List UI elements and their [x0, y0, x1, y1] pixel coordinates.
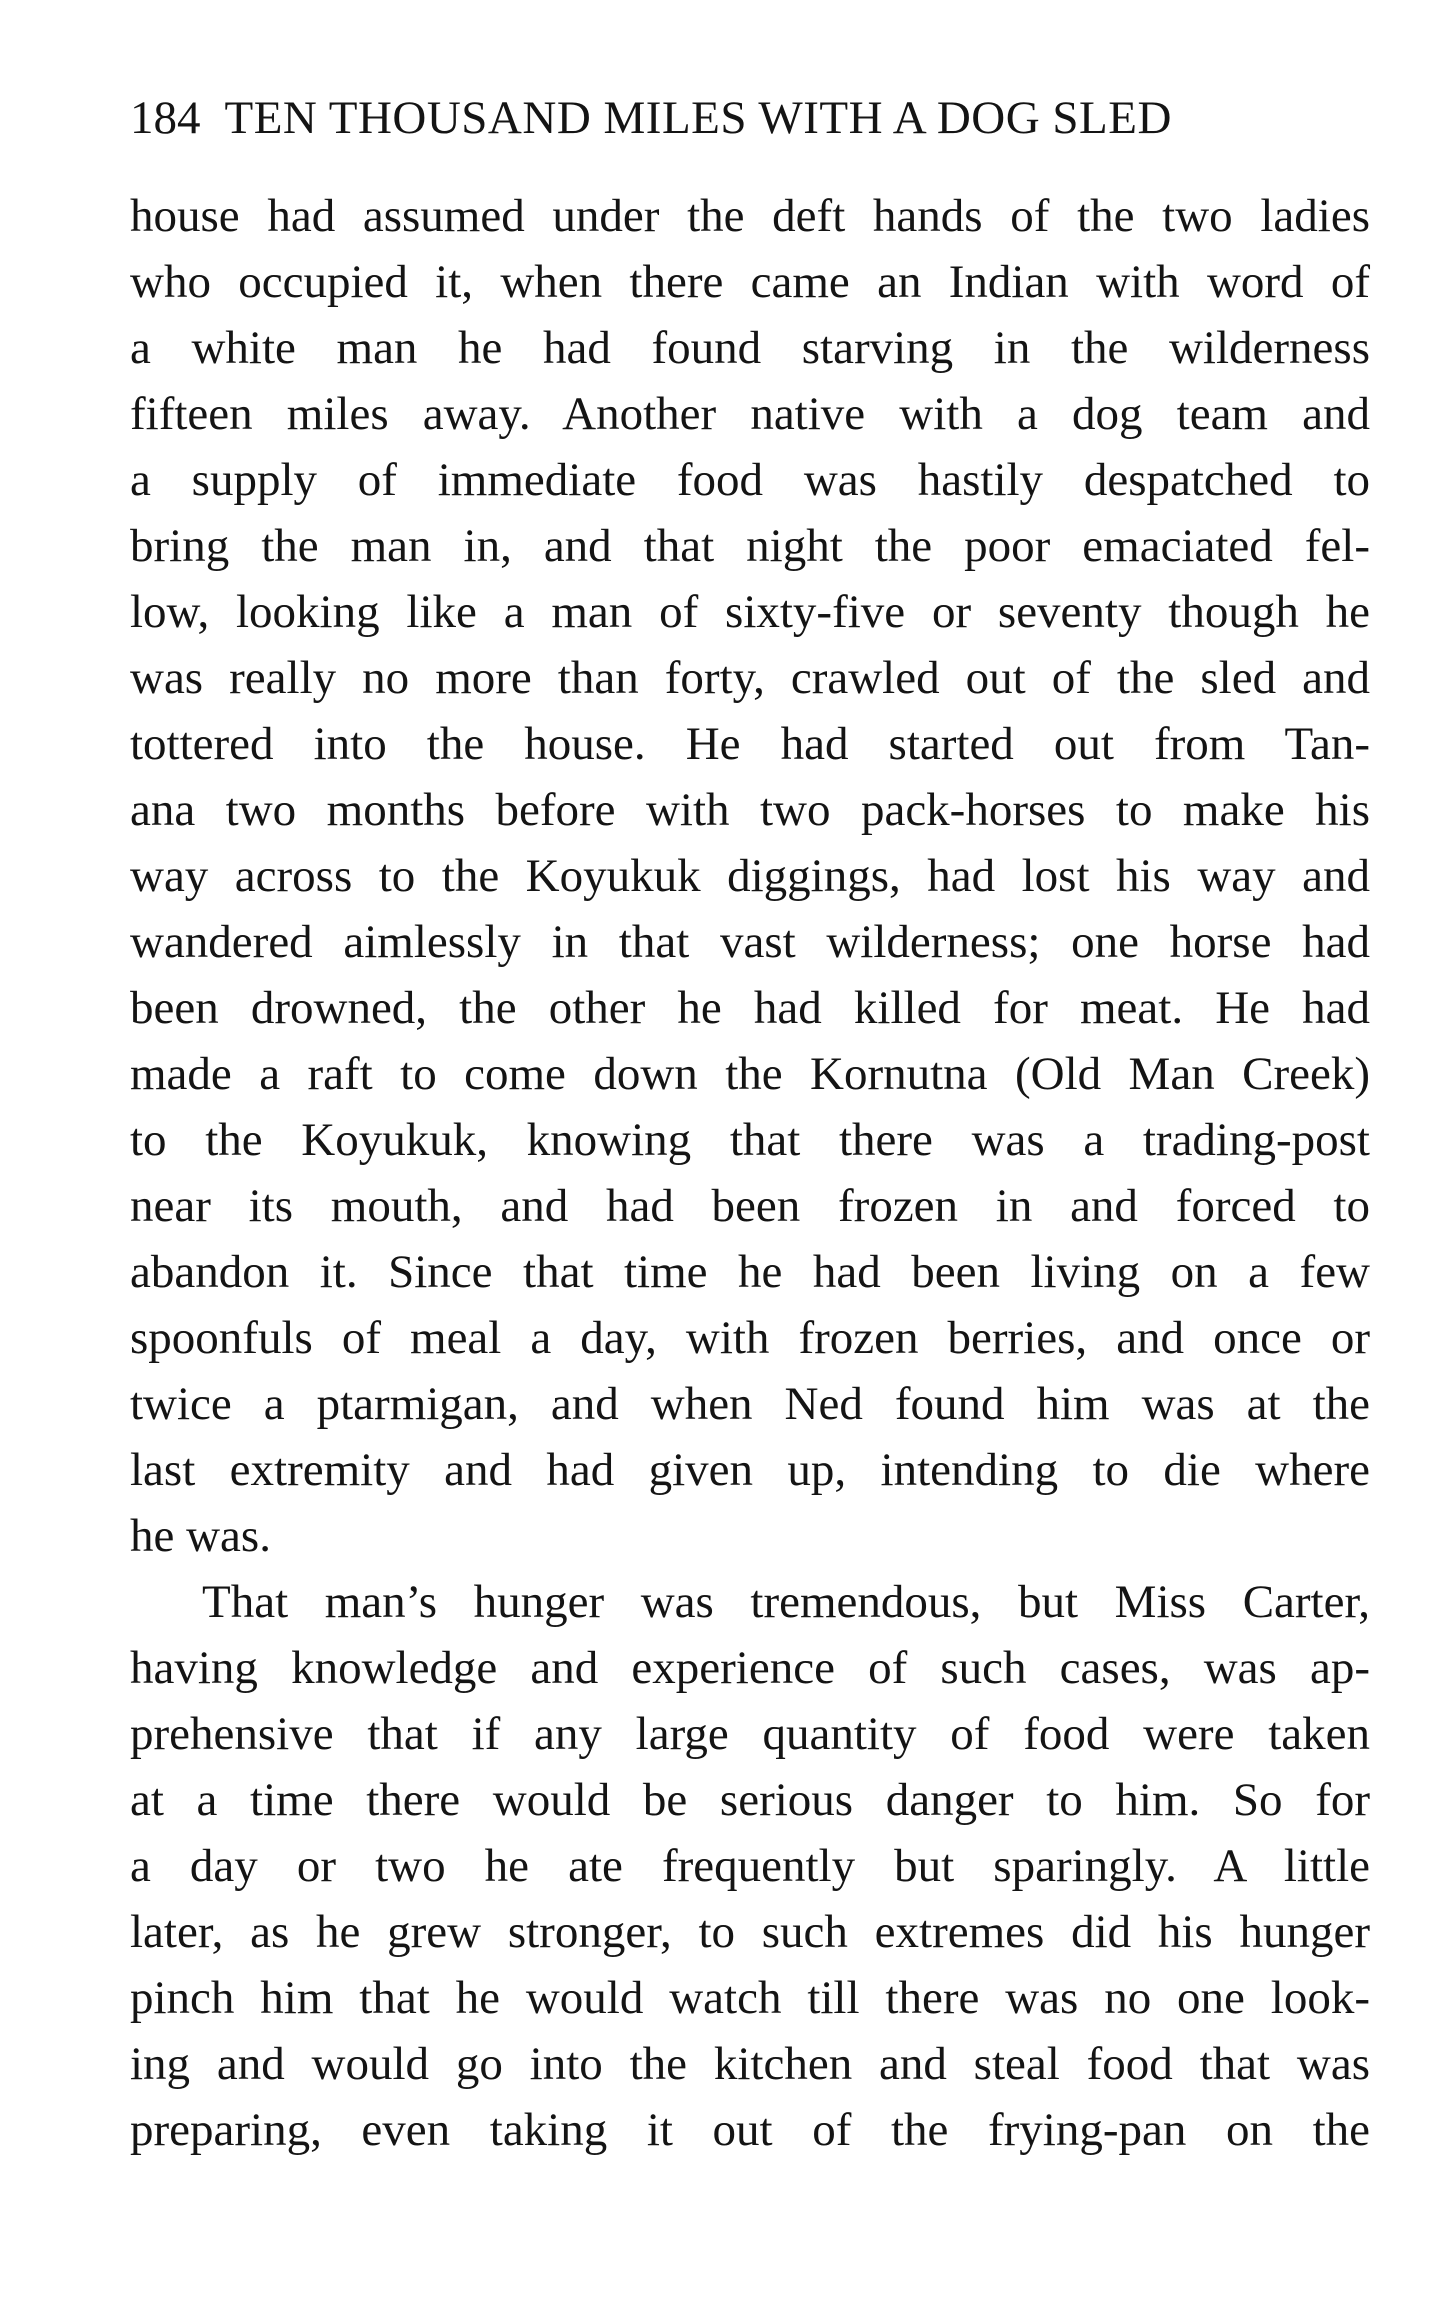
text-line: a white man he had found starving in the wilderness [130, 322, 1370, 374]
text-line: way across to the Koyukuk diggings, had lost his way and [130, 850, 1370, 902]
text-line: fifteen miles away. Another native with a dog team and [130, 388, 1370, 440]
text-line: pinch him that he would watch till there was no one look- [130, 1972, 1370, 2024]
text-line: later, as he grew stronger, to such extremes did his hunger [130, 1906, 1370, 1958]
text-line: he was. [130, 1510, 271, 1562]
text-line: last extremity and had given up, intending to die where [130, 1444, 1370, 1496]
text-line: preparing, even taking it out of the frying-pan on the [130, 2104, 1370, 2156]
text-line: who occupied it, when there came an Indian with word of [130, 256, 1370, 308]
text-line: spoonfuls of meal a day, with frozen berries, and once or [130, 1312, 1370, 1364]
text-line: was really no more than forty, crawled out of the sled and [130, 652, 1370, 704]
text-line: prehensive that if any large quantity of food were taken [130, 1708, 1370, 1760]
running-head [130, 88, 1370, 148]
text-line: been drowned, the other he had killed for meat. He had [130, 982, 1370, 1034]
text-line: abandon it. Since that time he had been living on a few [130, 1246, 1370, 1298]
text-line: at a time there would be serious danger to him. So for [130, 1774, 1370, 1826]
text-line: to the Koyukuk, knowing that there was a trading-post [130, 1114, 1370, 1166]
text-line: low, looking like a man of sixty-five or seventy though he [130, 586, 1370, 638]
text-line: made a raft to come down the Kornutna (Old Man Creek) [130, 1048, 1370, 1100]
text-line: ana two months before with two pack-horses to make his [130, 784, 1370, 836]
text-line: near its mouth, and had been frozen in and forced to [130, 1180, 1370, 1232]
text-line: twice a ptarmigan, and when Ned found him was at the [130, 1378, 1370, 1430]
text-line: bring the man in, and that night the poor emaciated fel- [130, 520, 1370, 572]
text-line: house had assumed under the deft hands of the two ladies [130, 190, 1370, 242]
paragraph-2 [130, 1569, 1370, 2163]
paragraph-1 [130, 183, 1370, 1569]
text-line: a day or two he ate frequently but sparingly. A little [130, 1840, 1370, 1892]
page-number: 184 [130, 92, 201, 144]
text-line: wandered aimlessly in that vast wilderness; one horse had [130, 916, 1370, 968]
body-text [130, 183, 1370, 2163]
text-line: ing and would go into the kitchen and steal food that was [130, 2038, 1370, 2090]
running-title: TEN THOUSAND MILES WITH A DOG SLED [224, 92, 1172, 144]
text-line: having knowledge and experience of such cases, was ap- [130, 1642, 1370, 1694]
text-line: That man’s hunger was tremendous, but Miss Carter, [202, 1576, 1370, 1628]
text-line: tottered into the house. He had started out from Tan- [130, 718, 1370, 770]
text-line: a supply of immediate food was hastily despatched to [130, 454, 1370, 506]
